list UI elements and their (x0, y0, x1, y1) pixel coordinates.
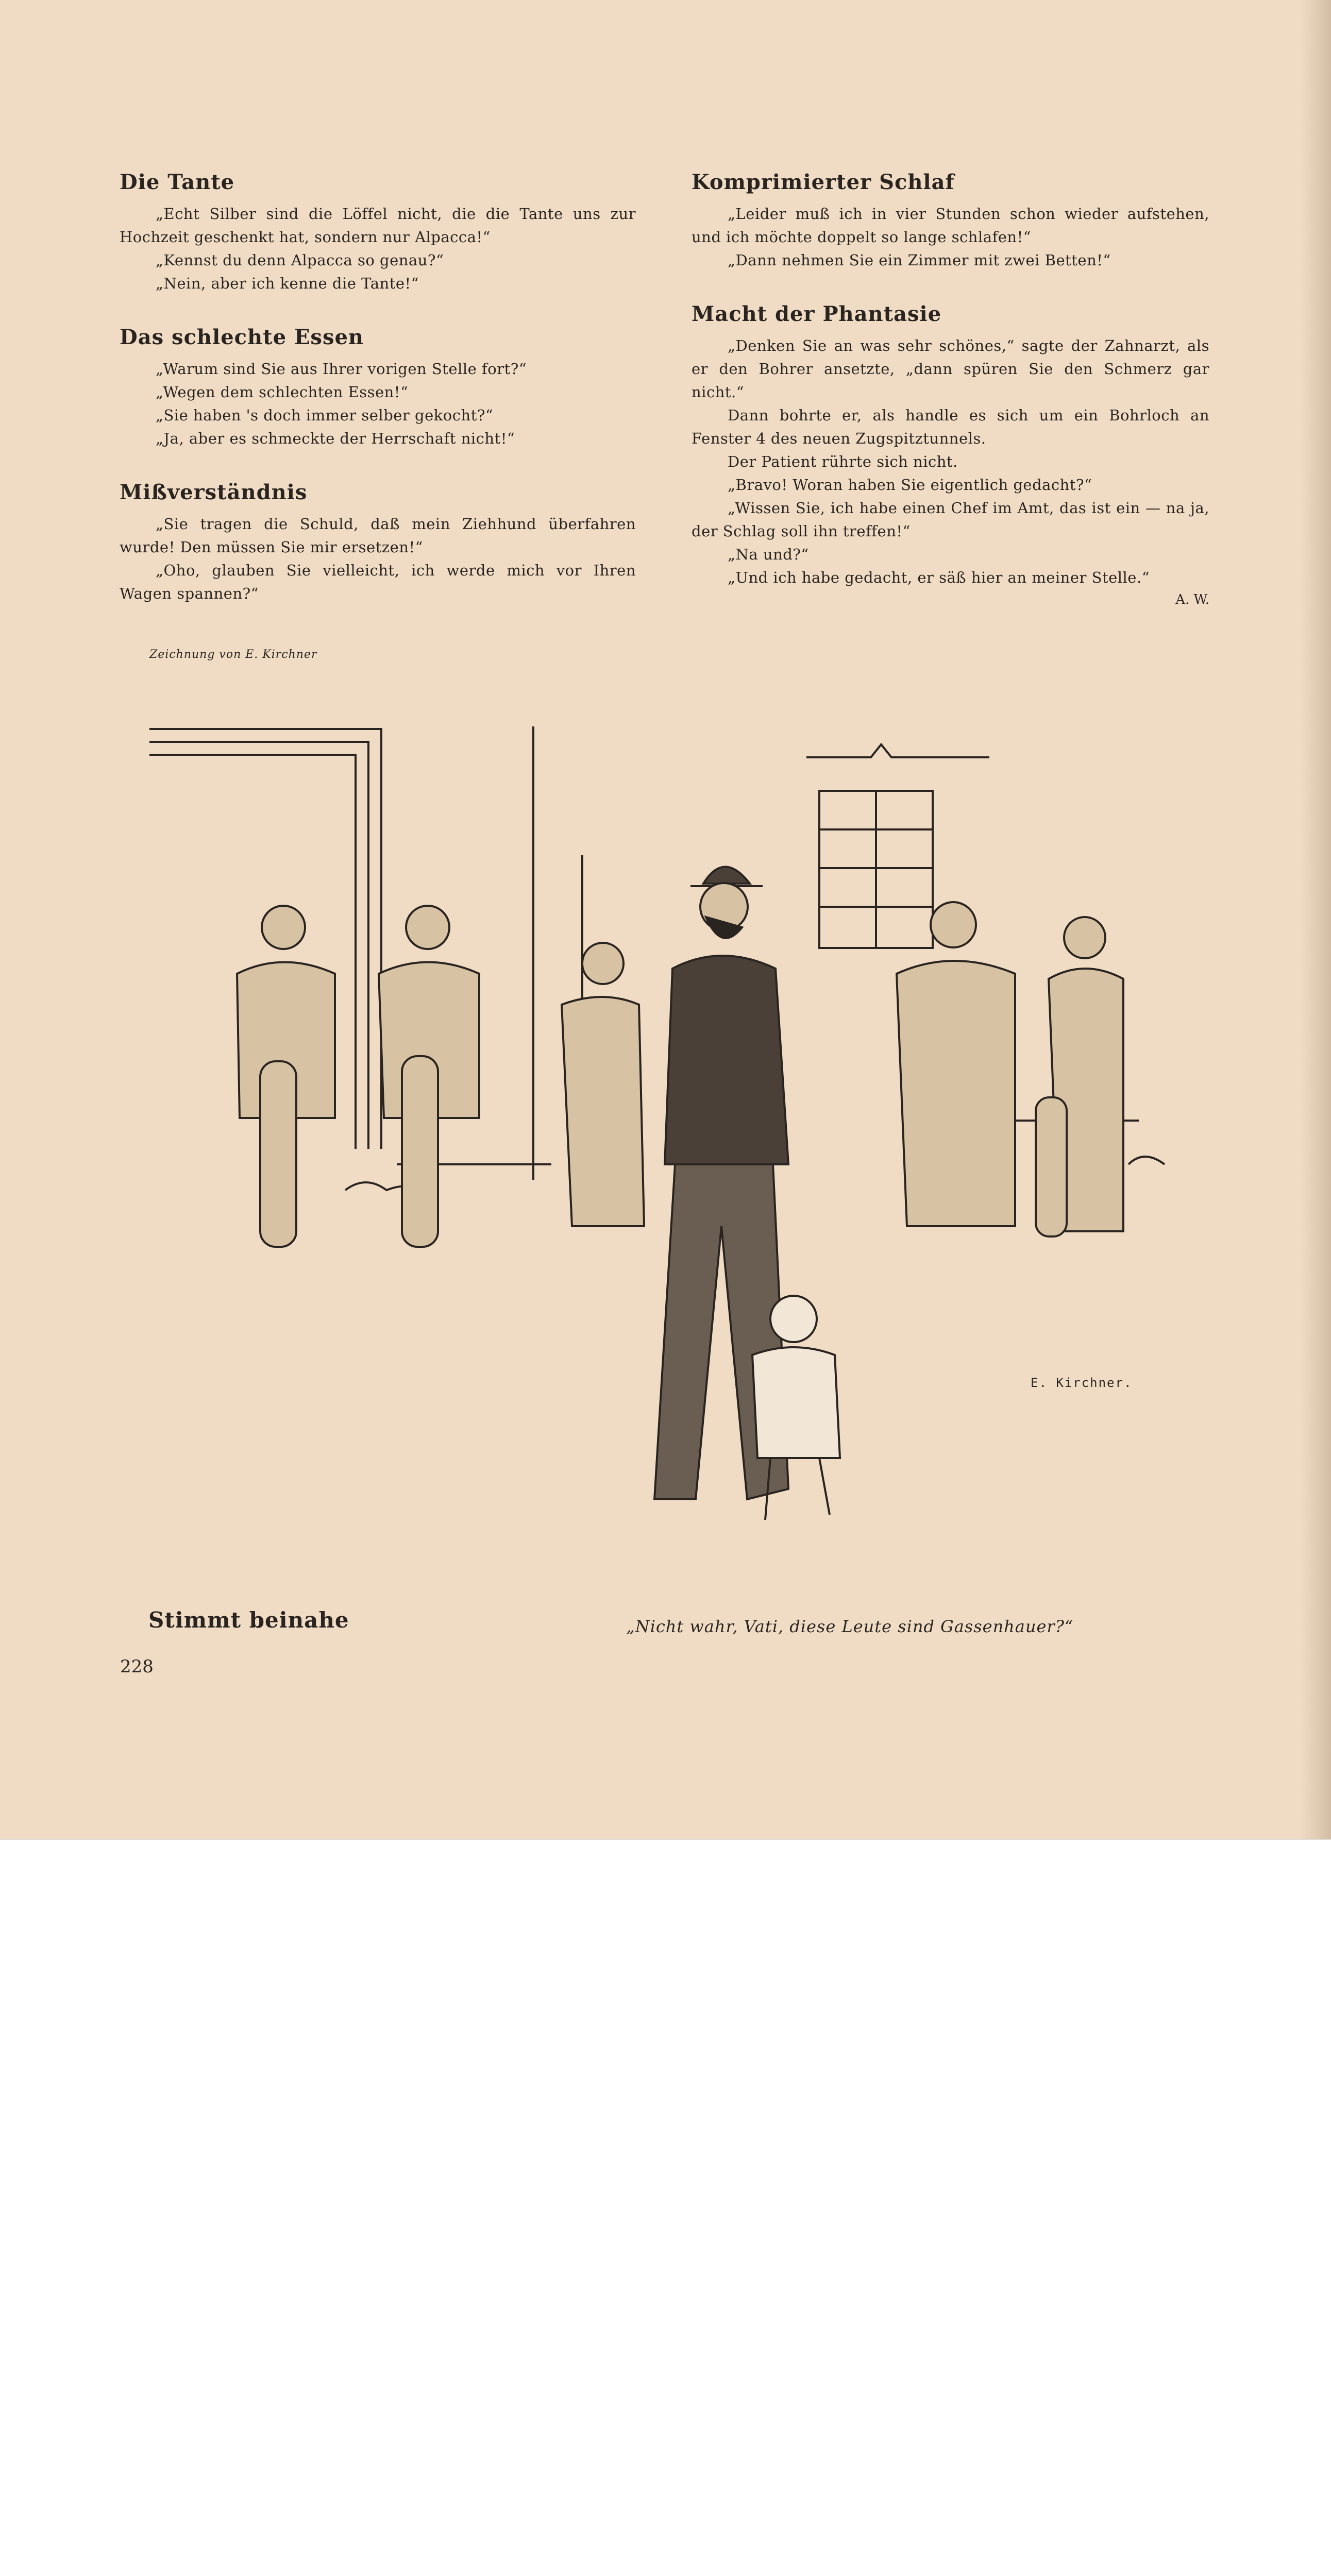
right-column (692, 170, 1209, 640)
article-das-schlechte-essen (120, 325, 636, 450)
article-paragraph: „Dann nehmen Sie ein Zimmer mit zwei Betten!“ (728, 251, 1111, 269)
cartoon-title: Stimmt beinahe (148, 1607, 349, 1633)
article-paragraph: Dann bohrte er, als handle es sich um ein Bohrloch an Fenster 4 des neuen Zugspitztunnels. (692, 406, 1209, 447)
viewer-footer (0, 1839, 1331, 1937)
article-paragraph: „Na und?“ (728, 546, 809, 563)
article-paragraph: „Leider muß ich in vier Stunden schon wieder aufstehen, und ich möchte doppelt so lange schlafen!“ (692, 205, 1209, 246)
article-paragraph: „Bravo! Woran haben Sie eigentlich gedacht?“ (728, 476, 1092, 494)
article-missverstaendnis (120, 480, 636, 605)
article-komprimierter-schlaf (692, 170, 1209, 272)
article-heading: Komprimierter Schlaf (692, 170, 955, 194)
article-paragraph: „Wissen Sie, ich habe einen Chef im Amt, das ist ein — na ja, der Schlag soll ihn treffen!“ (692, 499, 1209, 540)
article-heading: Die Tante (120, 170, 235, 194)
article-paragraph: „Und ich habe gedacht, er säß hier an meiner Stelle.“ (728, 569, 1150, 586)
article-paragraph: „Denken Sie an was sehr schönes,“ sagte der Zahnarzt, als er den Bohrer ansetzte, „dann spüren Sie den Schmerz gar nicht.“ (692, 337, 1209, 401)
article-paragraph: „Warum sind Sie aus Ihrer vorigen Stelle fort?“ (156, 360, 527, 378)
illustration-credit: Zeichnung von E. Kirchner (149, 648, 317, 661)
page-edge-shadow (1300, 0, 1331, 1839)
author-signature: A. W. (1175, 592, 1209, 607)
article-macht-der-phantasie (692, 302, 1209, 610)
article-heading: Mißverständnis (120, 480, 308, 504)
article-paragraph: „Sie haben 's doch immer selber gekocht?“ (156, 406, 494, 424)
article-paragraph: „Wegen dem schlechten Essen!“ (156, 383, 409, 401)
cartoon-illustration (149, 685, 1190, 1561)
artist-signature: E. Kirchner. (1031, 1376, 1133, 1390)
article-paragraph: „Nein, aber ich kenne die Tante!“ (156, 275, 419, 292)
article-paragraph: „Kennst du denn Alpacca so genau?“ (156, 251, 444, 269)
article-heading: Macht der Phantasie (692, 302, 942, 326)
article-paragraph: „Oho, glauben Sie vielleicht, ich werde mich vor Ihren Wagen spannen?“ (120, 562, 636, 602)
cartoon-caption: „Nicht wahr, Vati, diese Leute sind Gassenhauer?“ (626, 1617, 1074, 1636)
article-paragraph: „Sie tragen die Schuld, daß mein Ziehhund überfahren wurde! Den müssen Sie mir ersetzen!“ (120, 515, 636, 556)
article-paragraph: Der Patient rührte sich nicht. (728, 453, 958, 470)
article-die-tante (120, 170, 636, 295)
left-column (120, 170, 636, 635)
article-paragraph: „Echt Silber sind die Löffel nicht, die die Tante uns zur Hochzeit geschenkt hat, sondern nur Alpacca!“ (120, 205, 636, 246)
article-paragraph: „Ja, aber es schmeckte der Herrschaft nicht!“ (156, 430, 515, 447)
page-number: 228 (120, 1656, 154, 1677)
article-heading: Das schlechte Essen (120, 325, 364, 349)
